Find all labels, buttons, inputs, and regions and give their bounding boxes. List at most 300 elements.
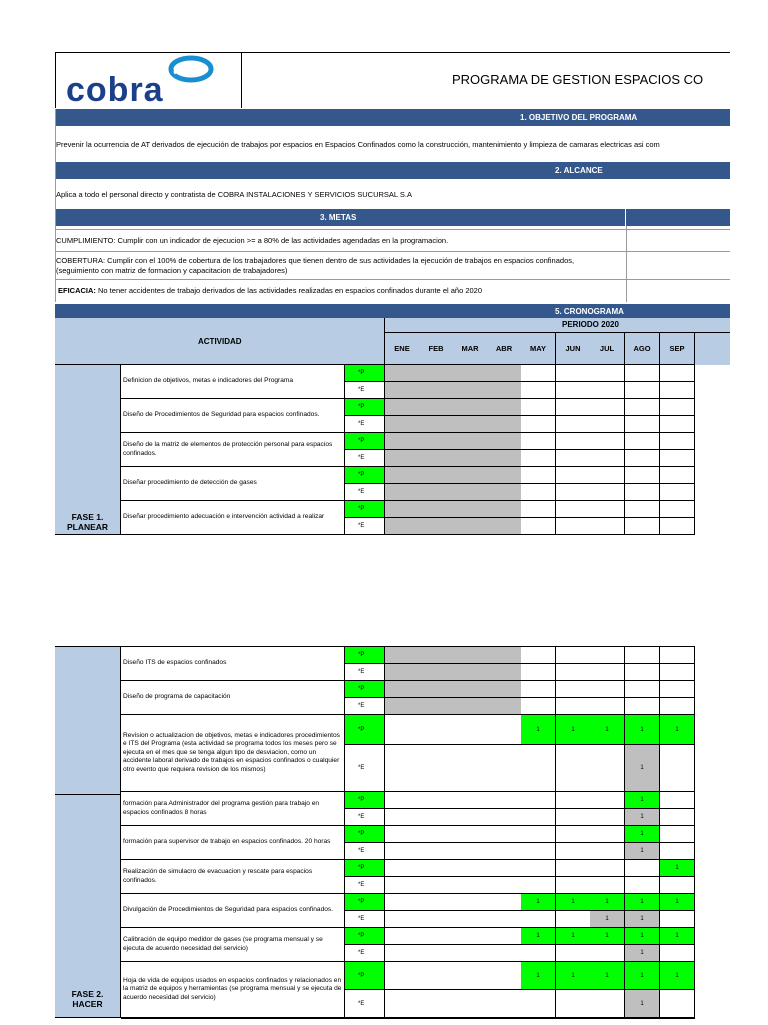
plan-cell-ago: 1 — [625, 962, 660, 990]
month-header-sep: SEP — [660, 333, 695, 365]
exec-cell-feb — [419, 990, 454, 1018]
exec-cell-feb — [419, 945, 454, 962]
exec-cell-abr — [487, 484, 522, 501]
plan-cell-ago — [625, 647, 660, 664]
exec-cell-sep — [660, 745, 695, 792]
exec-cell-feb — [419, 843, 454, 860]
plan-cell-feb — [419, 681, 454, 698]
plan-cell-feb — [419, 894, 454, 911]
plan-cell-feb — [419, 501, 454, 518]
plan-cell-jul: 1 — [590, 715, 625, 745]
plan-cell-may — [521, 433, 556, 450]
plan-cell-ago — [625, 501, 660, 518]
exec-cell-feb — [419, 809, 454, 826]
meta-cobertura: COBERTURA: Cumplir con el 100% de cobertura de los trabajadores que tienen dentro de sus actividades la ejecución de trabajos en espacios confinados, — [56, 256, 575, 265]
exec-cell-jun — [556, 945, 591, 962]
plan-cell-jul: 1 — [590, 894, 625, 911]
exec-cell-sep — [660, 484, 695, 501]
logo-box — [55, 52, 242, 108]
plan-cell-jun: 1 — [556, 715, 591, 745]
plan-cell-may — [521, 792, 556, 809]
actividad-header: ACTIVIDAD — [198, 337, 242, 346]
meta-cobertura-2: (seguimiento con matriz de formacion y capacitacion de trabajadores) — [56, 266, 288, 275]
meta-cumplimiento: CUMPLIMIENTO: Cumplir con un indicador de ejecucion >= a 80% de las actividades agendadas en la programacion. — [56, 236, 449, 245]
plan-marker: *P — [345, 826, 385, 843]
activity-cell: Diseño de la matriz de elementos de protección personal para espacios confinados. — [121, 433, 345, 467]
metas-vline — [626, 226, 627, 302]
exec-marker: *E — [345, 843, 385, 860]
plan-cell-abr — [487, 399, 522, 416]
plan-cell-sep — [660, 433, 695, 450]
exec-cell-mar — [453, 698, 488, 715]
plan-cell-ago — [625, 433, 660, 450]
meta-eficacia — [58, 286, 482, 295]
exec-cell-ago: 1 — [625, 843, 660, 860]
exec-cell-ene — [385, 990, 420, 1018]
plan-cell-ago — [625, 681, 660, 698]
plan-cell-mar — [453, 792, 488, 809]
exec-cell-ene — [385, 450, 420, 467]
plan-cell-ene — [385, 928, 420, 945]
activity-cell: Realización de simulacro de evacuacion y rescate para espacios confinados. — [121, 860, 345, 894]
plan-marker: *P — [345, 962, 385, 990]
plan-cell-abr — [487, 860, 522, 877]
plan-cell-feb — [419, 399, 454, 416]
exec-cell-mar — [453, 911, 488, 928]
plan-cell-ene — [385, 962, 420, 990]
alcance-text: Aplica a todo el personal directo y contratista de COBRA INSTALACIONES Y SERVICIOS SUCURSAL S.A — [56, 190, 412, 199]
exec-cell-feb — [419, 911, 454, 928]
months-row-fill — [695, 333, 730, 365]
exec-cell-mar — [453, 450, 488, 467]
exec-cell-sep — [660, 843, 695, 860]
activity-cell: Calibración de equipo medidor de gases (se programa mensual y se ejecuta de acuerdo necesidad del servicio) — [121, 928, 345, 962]
plan-cell-jun — [556, 467, 591, 484]
exec-marker: *E — [345, 484, 385, 501]
exec-cell-ago — [625, 382, 660, 399]
exec-cell-jun — [556, 877, 591, 894]
plan-cell-sep — [660, 647, 695, 664]
objetivo-header: 1. OBJETIVO DEL PROGRAMA — [55, 109, 730, 126]
exec-marker: *E — [345, 382, 385, 399]
activity-cell: Diseño de Procedimientos de Seguridad para espacios confinados. — [121, 399, 345, 433]
exec-cell-jul — [590, 877, 625, 894]
plan-cell-mar — [453, 433, 488, 450]
exec-marker: *E — [345, 745, 385, 792]
plan-cell-sep — [660, 467, 695, 484]
exec-cell-abr — [487, 664, 522, 681]
exec-cell-ene — [385, 416, 420, 433]
page2-top-border — [55, 646, 695, 647]
plan-cell-sep — [660, 681, 695, 698]
plan-cell-ago: 1 — [625, 792, 660, 809]
exec-cell-jul — [590, 664, 625, 681]
plan-cell-jun — [556, 681, 591, 698]
exec-cell-jun — [556, 450, 591, 467]
plan-marker: *P — [345, 647, 385, 664]
exec-marker: *E — [345, 809, 385, 826]
page-title: PROGRAMA DE GESTION ESPACIOS CO — [452, 72, 704, 87]
month-header-feb: FEB — [419, 333, 454, 365]
plan-cell-ene — [385, 365, 420, 382]
exec-cell-abr — [487, 416, 522, 433]
exec-cell-may — [521, 518, 556, 535]
exec-marker: *E — [345, 664, 385, 681]
exec-marker: *E — [345, 698, 385, 715]
exec-cell-may — [521, 450, 556, 467]
exec-cell-jul — [590, 416, 625, 433]
plan-cell-feb — [419, 962, 454, 990]
plan-cell-sep: 1 — [660, 962, 695, 990]
exec-cell-ago — [625, 484, 660, 501]
exec-marker: *E — [345, 877, 385, 894]
plan-cell-jul — [590, 365, 625, 382]
plan-cell-abr — [487, 894, 522, 911]
plan-cell-sep: 1 — [660, 894, 695, 911]
plan-marker: *P — [345, 860, 385, 877]
exec-cell-jul — [590, 698, 625, 715]
plan-cell-may: 1 — [521, 894, 556, 911]
plan-cell-sep — [660, 399, 695, 416]
plan-cell-ago — [625, 860, 660, 877]
plan-cell-jul — [590, 826, 625, 843]
exec-cell-jun — [556, 416, 591, 433]
exec-cell-mar — [453, 416, 488, 433]
exec-cell-ene — [385, 484, 420, 501]
exec-cell-abr — [487, 945, 522, 962]
plan-cell-abr — [487, 467, 522, 484]
exec-cell-ene — [385, 745, 420, 792]
plan-cell-abr — [487, 647, 522, 664]
plan-marker: *P — [345, 365, 385, 382]
exec-cell-jun — [556, 911, 591, 928]
plan-cell-ene — [385, 792, 420, 809]
objetivo-text: Prevenir la ocurrencia de AT derivados de ejecución de trabajos por espacios en Espacios Confinados como la construcción, mantenimiento y limpieza de camaras electricas asi com — [56, 140, 660, 149]
exec-cell-sep — [660, 990, 695, 1018]
exec-cell-jul — [590, 745, 625, 792]
plan-cell-mar — [453, 501, 488, 518]
plan-cell-ago: 1 — [625, 894, 660, 911]
plan-cell-ago: 1 — [625, 715, 660, 745]
exec-cell-feb — [419, 745, 454, 792]
exec-cell-may — [521, 416, 556, 433]
plan-cell-mar — [453, 681, 488, 698]
exec-cell-ene — [385, 382, 420, 399]
phase-planear-cont — [55, 647, 121, 795]
plan-cell-mar — [453, 860, 488, 877]
plan-cell-ago — [625, 365, 660, 382]
exec-cell-ago — [625, 698, 660, 715]
exec-cell-may — [521, 843, 556, 860]
activity-cell: Diseño de programa de capacitación — [121, 681, 345, 715]
plan-cell-feb — [419, 467, 454, 484]
exec-cell-abr — [487, 809, 522, 826]
exec-cell-feb — [419, 484, 454, 501]
exec-cell-feb — [419, 518, 454, 535]
month-header-abr: ABR — [487, 333, 522, 365]
plan-cell-ago: 1 — [625, 826, 660, 843]
exec-cell-may — [521, 990, 556, 1018]
plan-cell-jul — [590, 467, 625, 484]
plan-cell-ene — [385, 647, 420, 664]
metas-header: 3. METAS — [55, 209, 625, 226]
exec-cell-jun — [556, 843, 591, 860]
phase-hacer — [55, 795, 121, 1018]
plan-cell-jun — [556, 433, 591, 450]
plan-cell-jul — [590, 501, 625, 518]
exec-cell-jun — [556, 518, 591, 535]
exec-cell-ago — [625, 664, 660, 681]
exec-cell-mar — [453, 990, 488, 1018]
exec-cell-jul — [590, 843, 625, 860]
plan-cell-feb — [419, 647, 454, 664]
plan-cell-jun: 1 — [556, 962, 591, 990]
activity-cell: Hoja de vida de equipos usados en espacios confinados y relacionados en la matriz de equipos y herramientas (se programa mensual y se ejecuta de acuerdo necesidad del servicio) — [121, 962, 345, 1018]
exec-marker: *E — [345, 416, 385, 433]
metas-line-2 — [55, 251, 730, 252]
plan-marker: *P — [345, 501, 385, 518]
plan-cell-abr — [487, 715, 522, 745]
eficacia-label: EFICACIA: — [58, 286, 96, 295]
exec-cell-mar — [453, 945, 488, 962]
plan-cell-feb — [419, 433, 454, 450]
plan-cell-may: 1 — [521, 715, 556, 745]
exec-cell-jul — [590, 809, 625, 826]
plan-cell-jun — [556, 860, 591, 877]
exec-cell-ago — [625, 877, 660, 894]
plan-cell-feb — [419, 792, 454, 809]
plan-cell-may — [521, 501, 556, 518]
exec-cell-may — [521, 664, 556, 681]
plan-cell-jul — [590, 399, 625, 416]
exec-cell-jun — [556, 484, 591, 501]
plan-cell-may — [521, 467, 556, 484]
exec-cell-mar — [453, 843, 488, 860]
plan-cell-mar — [453, 894, 488, 911]
exec-cell-abr — [487, 518, 522, 535]
exec-marker: *E — [345, 990, 385, 1018]
exec-cell-mar — [453, 484, 488, 501]
plan-cell-feb — [419, 860, 454, 877]
exec-cell-jun — [556, 382, 591, 399]
exec-cell-jun — [556, 745, 591, 792]
exec-cell-ene — [385, 809, 420, 826]
exec-cell-may — [521, 698, 556, 715]
plan-cell-may — [521, 860, 556, 877]
month-header-may: MAY — [521, 333, 556, 365]
metas-line-1 — [55, 229, 730, 230]
metas-header-right — [626, 209, 730, 226]
exec-cell-feb — [419, 382, 454, 399]
exec-cell-mar — [453, 664, 488, 681]
exec-cell-sep — [660, 809, 695, 826]
exec-cell-abr — [487, 698, 522, 715]
plan-cell-abr — [487, 433, 522, 450]
plan-cell-ene — [385, 894, 420, 911]
plan-cell-may: 1 — [521, 928, 556, 945]
exec-cell-ago: 1 — [625, 990, 660, 1018]
exec-cell-jul — [590, 484, 625, 501]
exec-cell-jul — [590, 945, 625, 962]
plan-marker: *P — [345, 894, 385, 911]
plan-cell-may — [521, 826, 556, 843]
exec-cell-feb — [419, 664, 454, 681]
plan-cell-jul — [590, 860, 625, 877]
plan-cell-ago — [625, 399, 660, 416]
exec-cell-jul: 1 — [590, 911, 625, 928]
exec-cell-ene — [385, 877, 420, 894]
exec-cell-feb — [419, 450, 454, 467]
plan-marker: *P — [345, 928, 385, 945]
plan-cell-jul: 1 — [590, 928, 625, 945]
plan-cell-mar — [453, 826, 488, 843]
month-header-jun: JUN — [556, 333, 591, 365]
exec-marker: *E — [345, 450, 385, 467]
activity-cell: formación para supervisor de trabajo en espacios confinados. 20 horas — [121, 826, 345, 860]
month-header-ago: AGO — [625, 333, 660, 365]
exec-cell-may — [521, 382, 556, 399]
activity-cell: Definicion de objetivos, metas e indicadores del Programa — [121, 365, 345, 399]
activity-cell: Revision o actualizacion de objetivos, metas e indicadores procedimientos e ITS del Programa (esta actividad se programa todos los meses pero se ejecuta en el mes que se tenga algun tipo de desviacion, como un accidente laboral derivado de trabajos en espacios confinados o cualquier otro evento que requiera revision de los mismos) — [121, 715, 345, 792]
plan-cell-jun — [556, 647, 591, 664]
exec-marker: *E — [345, 945, 385, 962]
plan-cell-jul: 1 — [590, 962, 625, 990]
exec-cell-ene — [385, 843, 420, 860]
alcance-header: 2. ALCANCE — [55, 162, 730, 179]
plan-cell-feb — [419, 928, 454, 945]
plan-cell-jun — [556, 826, 591, 843]
plan-marker: *P — [345, 399, 385, 416]
plan-cell-mar — [453, 962, 488, 990]
activity-cell: Divulgación de Procedimientos de Seguridad para espacios confinados. — [121, 894, 345, 928]
plan-cell-ene — [385, 715, 420, 745]
plan-cell-jun — [556, 501, 591, 518]
plan-cell-sep — [660, 792, 695, 809]
exec-cell-abr — [487, 382, 522, 399]
plan-cell-sep: 1 — [660, 860, 695, 877]
periodo-header: PERIODO 2020 — [385, 318, 730, 333]
plan-cell-feb — [419, 826, 454, 843]
phase-planear — [55, 365, 121, 535]
metas-line-3 — [55, 279, 730, 280]
exec-cell-jul — [590, 382, 625, 399]
plan-cell-abr — [487, 962, 522, 990]
exec-cell-ago: 1 — [625, 911, 660, 928]
exec-cell-jul — [590, 450, 625, 467]
exec-cell-jun — [556, 698, 591, 715]
plan-cell-feb — [419, 715, 454, 745]
plan-marker: *P — [345, 467, 385, 484]
exec-cell-sep — [660, 416, 695, 433]
exec-cell-abr — [487, 745, 522, 792]
plan-cell-jul — [590, 792, 625, 809]
plan-cell-jun — [556, 399, 591, 416]
month-header-mar: MAR — [453, 333, 488, 365]
plan-cell-ene — [385, 467, 420, 484]
plan-cell-abr — [487, 681, 522, 698]
plan-cell-abr — [487, 501, 522, 518]
plan-cell-ene — [385, 681, 420, 698]
plan-cell-mar — [453, 928, 488, 945]
plan-marker: *P — [345, 681, 385, 698]
exec-cell-ene — [385, 518, 420, 535]
plan-cell-ago — [625, 467, 660, 484]
exec-cell-may — [521, 745, 556, 792]
plan-cell-mar — [453, 647, 488, 664]
exec-cell-abr — [487, 911, 522, 928]
plan-cell-jun — [556, 365, 591, 382]
exec-cell-mar — [453, 518, 488, 535]
exec-cell-feb — [419, 877, 454, 894]
eficacia-text: No tener accidentes de trabajo derivados de las actividades realizadas en espacios confinados durante el año 2020 — [98, 286, 483, 295]
exec-cell-jul — [590, 518, 625, 535]
exec-cell-abr — [487, 877, 522, 894]
plan-cell-mar — [453, 365, 488, 382]
exec-cell-sep — [660, 518, 695, 535]
exec-marker: *E — [345, 911, 385, 928]
phase-hacer-label: FASE 2. HACER — [71, 989, 104, 1009]
plan-cell-sep — [660, 826, 695, 843]
plan-cell-sep — [660, 365, 695, 382]
activity-cell: Diseñar procedimiento adecuación e intervención actividad a realizar — [121, 501, 345, 535]
plan-cell-may — [521, 365, 556, 382]
plan-cell-ene — [385, 433, 420, 450]
plan-cell-ene — [385, 399, 420, 416]
plan-cell-sep — [660, 501, 695, 518]
plan-cell-ago: 1 — [625, 928, 660, 945]
exec-cell-may — [521, 484, 556, 501]
activity-cell: formación para Administrador del programa gestión para trabajo en espacios confinados 8 horas — [121, 792, 345, 826]
exec-cell-sep — [660, 664, 695, 681]
logo-text: cobra — [66, 71, 164, 109]
plan-cell-jun: 1 — [556, 894, 591, 911]
plan-cell-mar — [453, 715, 488, 745]
left-vline — [55, 109, 56, 302]
plan-cell-jul — [590, 647, 625, 664]
exec-cell-jul — [590, 990, 625, 1018]
exec-cell-sep — [660, 911, 695, 928]
exec-cell-ago — [625, 450, 660, 467]
plan-cell-abr — [487, 928, 522, 945]
exec-cell-jun — [556, 664, 591, 681]
exec-cell-mar — [453, 382, 488, 399]
exec-cell-abr — [487, 843, 522, 860]
exec-cell-sep — [660, 877, 695, 894]
plan-cell-ene — [385, 860, 420, 877]
exec-cell-may — [521, 877, 556, 894]
month-header-jul: JUL — [590, 333, 625, 365]
exec-cell-ene — [385, 911, 420, 928]
plan-cell-abr — [487, 365, 522, 382]
plan-cell-jul — [590, 433, 625, 450]
exec-cell-mar — [453, 809, 488, 826]
plan-cell-sep: 1 — [660, 715, 695, 745]
exec-cell-sep — [660, 945, 695, 962]
plan-cell-jun — [556, 792, 591, 809]
exec-cell-mar — [453, 745, 488, 792]
exec-cell-jun — [556, 809, 591, 826]
plan-cell-sep: 1 — [660, 928, 695, 945]
plan-cell-may — [521, 681, 556, 698]
exec-cell-sep — [660, 450, 695, 467]
month-header-ene: ENE — [385, 333, 420, 365]
exec-cell-ene — [385, 664, 420, 681]
plan-cell-abr — [487, 792, 522, 809]
exec-cell-ene — [385, 698, 420, 715]
plan-cell-abr — [487, 826, 522, 843]
exec-cell-ago: 1 — [625, 809, 660, 826]
plan-marker: *P — [345, 792, 385, 809]
